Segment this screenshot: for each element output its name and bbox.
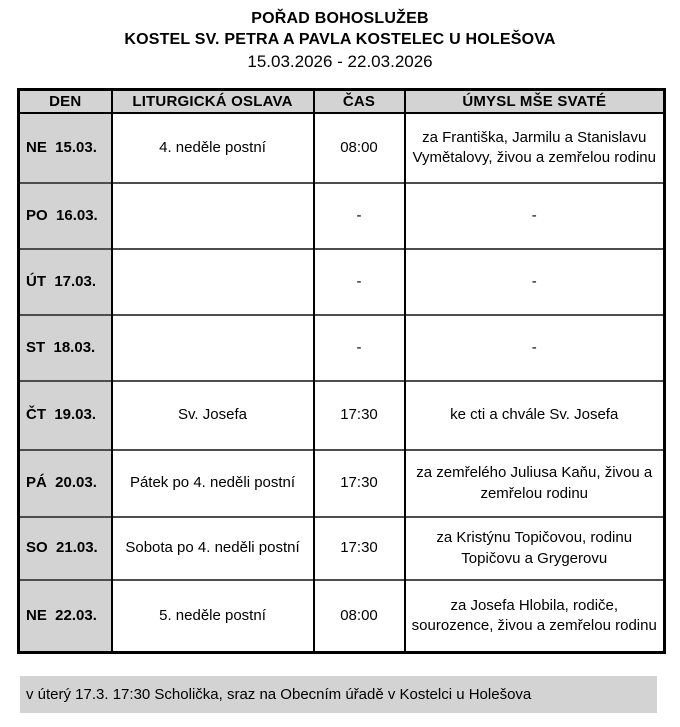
day-cell: PO 16.03. [19, 183, 112, 249]
table-row [19, 450, 665, 517]
day-cell: PÁ 20.03. [19, 450, 112, 517]
table-row [19, 517, 665, 580]
day-cell: NE 22.03. [19, 580, 112, 652]
footer-note-text: v úterý 17.3. 17:30 Scholička, sraz na Obecním úřadě v Kostelci u Holešova [26, 685, 532, 703]
column-header-0: DEN [19, 90, 112, 114]
intention-cell: - [405, 183, 665, 249]
page-title: POŘAD BOHOSLUŽEB [251, 10, 429, 27]
table-header-row [19, 90, 665, 114]
liturgy-cell: Sobota po 4. neděli postní [112, 517, 314, 580]
title-block [0, 0, 680, 73]
day-cell: NE 15.03. [19, 113, 112, 183]
liturgy-cell: Sv. Josefa [112, 381, 314, 450]
day-cell: ST 18.03. [19, 315, 112, 381]
time-cell: - [314, 315, 405, 381]
intention-cell: - [405, 315, 665, 381]
time-cell: 08:00 [314, 113, 405, 183]
intention-cell: za Kristýnu Topičovou, rodinu Topičovu a Grygerovu [405, 517, 665, 580]
liturgy-cell [112, 183, 314, 249]
day-cell: ČT 19.03. [19, 381, 112, 450]
column-header-2: ČAS [314, 90, 405, 114]
table-row [19, 315, 665, 381]
table-row [19, 381, 665, 450]
page-subtitle: KOSTEL SV. PETRA A PAVLA KOSTELEC U HOLEŠOVA [124, 31, 556, 48]
day-cell: ÚT 17.03. [19, 249, 112, 315]
time-cell: - [314, 183, 405, 249]
liturgy-cell: 5. neděle postní [112, 580, 314, 652]
intention-cell: - [405, 249, 665, 315]
liturgy-cell: Pátek po 4. neděli postní [112, 450, 314, 517]
table-row [19, 113, 665, 183]
time-cell: - [314, 249, 405, 315]
schedule-table [17, 88, 666, 654]
column-header-3: ÚMYSL MŠE SVATÉ [405, 90, 665, 114]
time-cell: 17:30 [314, 517, 405, 580]
intention-cell: za Františka, Jarmilu a Stanislavu Vymětalovy, živou a zemřelou rodinu [405, 113, 665, 183]
intention-cell: za Josefa Hlobila, rodiče, sourozence, živou a zemřelou rodinu [405, 580, 665, 652]
liturgy-cell [112, 315, 314, 381]
intention-cell: ke cti a chvále Sv. Josefa [405, 381, 665, 450]
day-cell: SO 21.03. [19, 517, 112, 580]
liturgy-cell [112, 249, 314, 315]
footer-note-bar [20, 676, 657, 713]
column-header-1: LITURGICKÁ OSLAVA [112, 90, 314, 114]
date-range: 15.03.2026 - 22.03.2026 [247, 52, 433, 71]
time-cell: 17:30 [314, 381, 405, 450]
table-row [19, 580, 665, 652]
intention-cell: za zemřelého Juliusa Kaňu, živou a zemřelou rodinu [405, 450, 665, 517]
liturgy-cell: 4. neděle postní [112, 113, 314, 183]
table-row [19, 249, 665, 315]
time-cell: 08:00 [314, 580, 405, 652]
time-cell: 17:30 [314, 450, 405, 517]
table-row [19, 183, 665, 249]
